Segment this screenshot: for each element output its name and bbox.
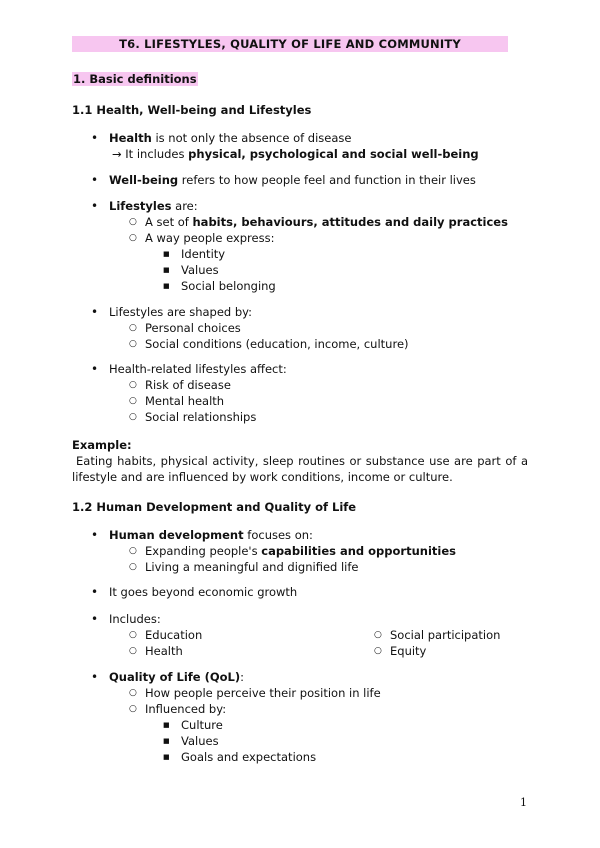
example-line-2: lifestyle and are influenced by work conditions, income or culture. — [72, 470, 453, 484]
list-item: ○ How people perceive their position in life — [145, 686, 381, 700]
list-item: ○ Expanding people's capabilities and opportunities — [145, 544, 456, 558]
bullet-shaped-by: • Lifestyles are shaped by: — [109, 305, 252, 319]
list-item: ○ Risk of disease — [145, 378, 231, 392]
list-item: ■ Social belonging — [181, 279, 276, 293]
page-title: T6. LIFESTYLES, QUALITY OF LIFE AND COMMUNITY — [72, 36, 508, 52]
list-item: ○ Equity — [390, 644, 426, 658]
bullet-economic-growth: • It goes beyond economic growth — [109, 585, 297, 599]
bullet-includes: • Includes: — [109, 612, 161, 626]
list-item: ■ Goals and expectations — [181, 750, 316, 764]
bullet-health: • Health is not only the absence of disease — [109, 131, 351, 145]
list-item: ○ Living a meaningful and dignified life — [145, 560, 359, 574]
example-line-1: Eating habits, physical activity, sleep routines or substance use are part of a — [76, 454, 528, 468]
list-item: ○ Social conditions (education, income, culture) — [145, 337, 409, 351]
list-item: ○ Influenced by: — [145, 702, 226, 716]
list-item: ○ Personal choices — [145, 321, 241, 335]
list-item: ○ Mental health — [145, 394, 224, 408]
health-includes-line: → It includes physical, psychological and social well-being — [112, 147, 479, 161]
list-item: ○ Social relationships — [145, 410, 256, 424]
subsection-heading-human-development: 1.2 Human Development and Quality of Life — [72, 500, 357, 514]
bullet-human-development: • Human development focuses on: — [109, 528, 313, 542]
section-heading-basic-definitions: 1. Basic definitions — [73, 72, 197, 86]
page-number: 1 — [520, 796, 527, 809]
list-item: ○ A way people express: — [145, 231, 274, 245]
list-item: ■ Identity — [181, 247, 225, 261]
bullet-lifestyles: • Lifestyles are: — [109, 199, 198, 213]
list-item: ■ Values — [181, 734, 219, 748]
subsection-heading-health: 1.1 Health, Well-being and Lifestyles — [72, 103, 312, 117]
list-item: ○ Education — [145, 628, 202, 642]
bullet-lifestyles-affect: • Health-related lifestyles affect: — [109, 362, 287, 376]
bullet-quality-of-life: • Quality of Life (QoL): — [109, 670, 244, 684]
list-item: ○ A set of habits, behaviours, attitudes and daily practices — [145, 215, 508, 229]
list-item: ○ Health — [145, 644, 183, 658]
list-item: ■ Culture — [181, 718, 223, 732]
bullet-wellbeing: • Well-being refers to how people feel and function in their lives — [109, 173, 476, 187]
list-item: ○ Social participation — [390, 628, 500, 642]
list-item: ■ Values — [181, 263, 219, 277]
example-label: Example: — [72, 438, 132, 452]
